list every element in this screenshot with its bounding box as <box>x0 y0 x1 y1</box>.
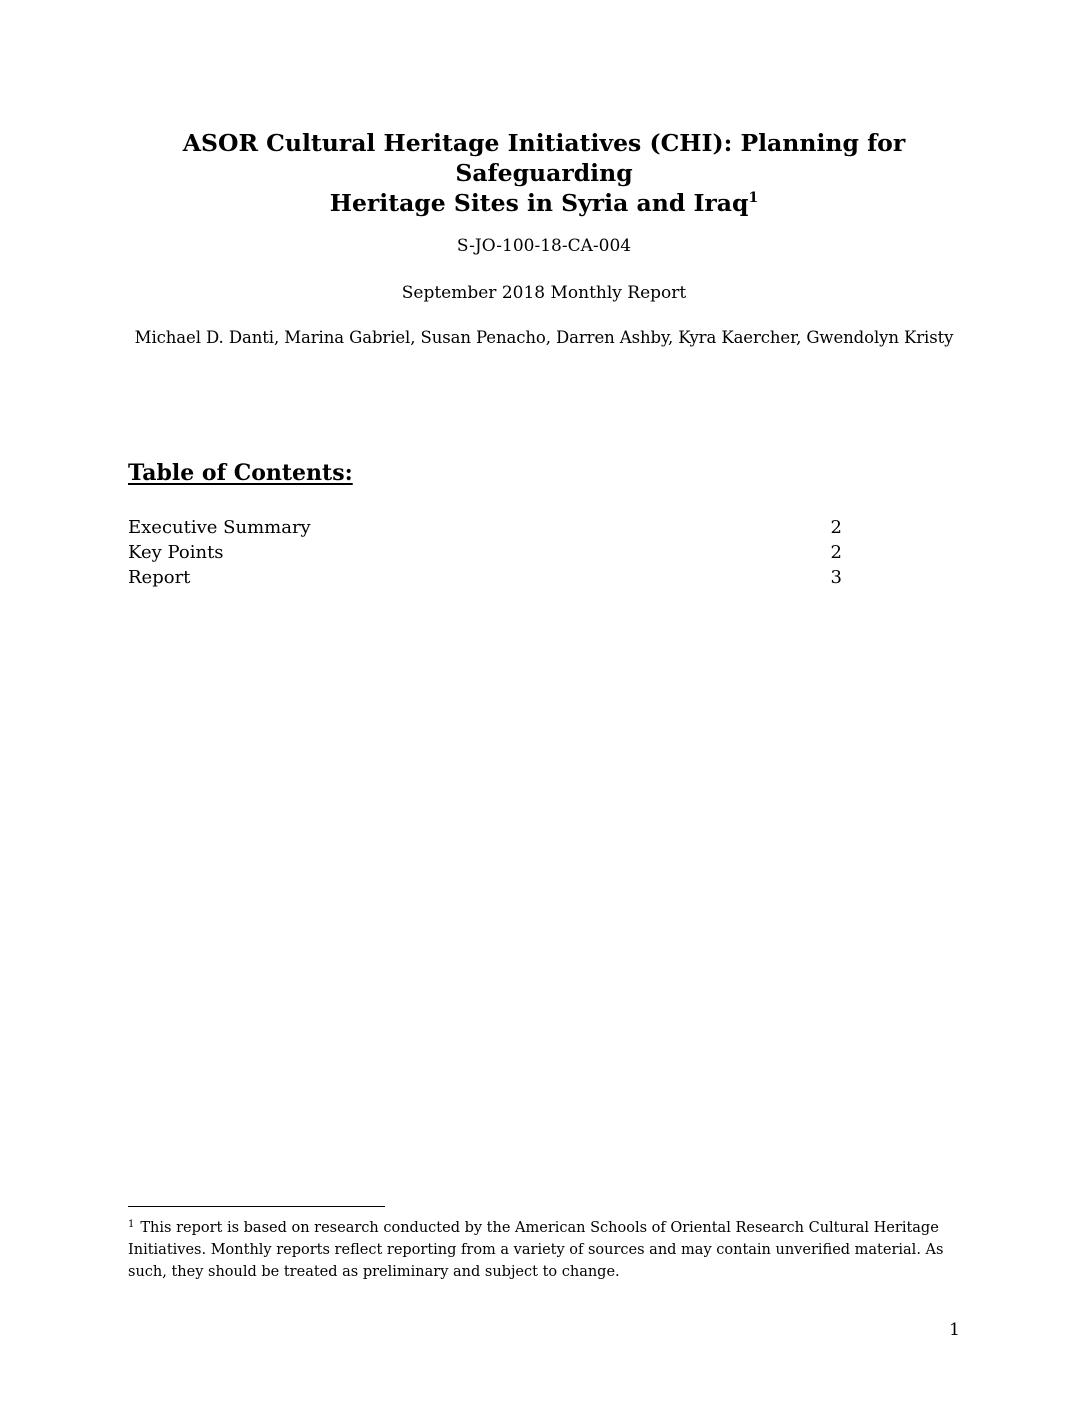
toc-entry-key-points[interactable] <box>128 540 848 565</box>
toc-entry-label: Executive Summary <box>128 517 311 538</box>
title-line-1: ASOR Cultural Heritage Initiatives (CHI): Planning for Safeguarding <box>182 129 906 187</box>
grant-number: S-JO-100-18-CA-004 <box>456 236 632 256</box>
toc-heading: Table of Contents: <box>128 460 353 486</box>
title-line-2-text: Heritage Sites in Syria and Iraq <box>329 189 749 217</box>
authors: Michael D. Danti, Marina Gabriel, Susan Penacho, Darren Ashby, Kyra Kaercher, Gwendolyn Kristy <box>134 328 954 347</box>
toc-entry-executive-summary[interactable] <box>128 515 848 540</box>
toc-entry-page: 2 <box>830 517 842 538</box>
report-date: September 2018 Monthly Report <box>401 283 687 303</box>
toc-entry-label: Report <box>128 567 191 588</box>
footnote-text: This report is based on research conducted by the American Schools of Oriental Research Cultural Heritage Initiatives. Monthly reports reflect reporting from a variety of sources and may contain unverified material. As such, they should be treated as preliminary and subject to change. <box>128 1220 944 1280</box>
toc-entry-page: 3 <box>830 567 842 588</box>
title-footnote-ref[interactable]: 1 <box>748 190 759 206</box>
document-title <box>100 128 988 218</box>
page-number: 1 <box>949 1320 960 1340</box>
title-line-2 <box>100 188 988 218</box>
toc-entry-page: 2 <box>830 542 842 563</box>
footnote <box>128 1217 968 1283</box>
table-of-contents <box>128 515 848 590</box>
toc-entry-label: Key Points <box>128 542 224 563</box>
footnote-separator <box>128 1206 385 1207</box>
toc-entry-report[interactable] <box>128 565 848 590</box>
footnote-marker: 1 <box>128 1219 135 1230</box>
